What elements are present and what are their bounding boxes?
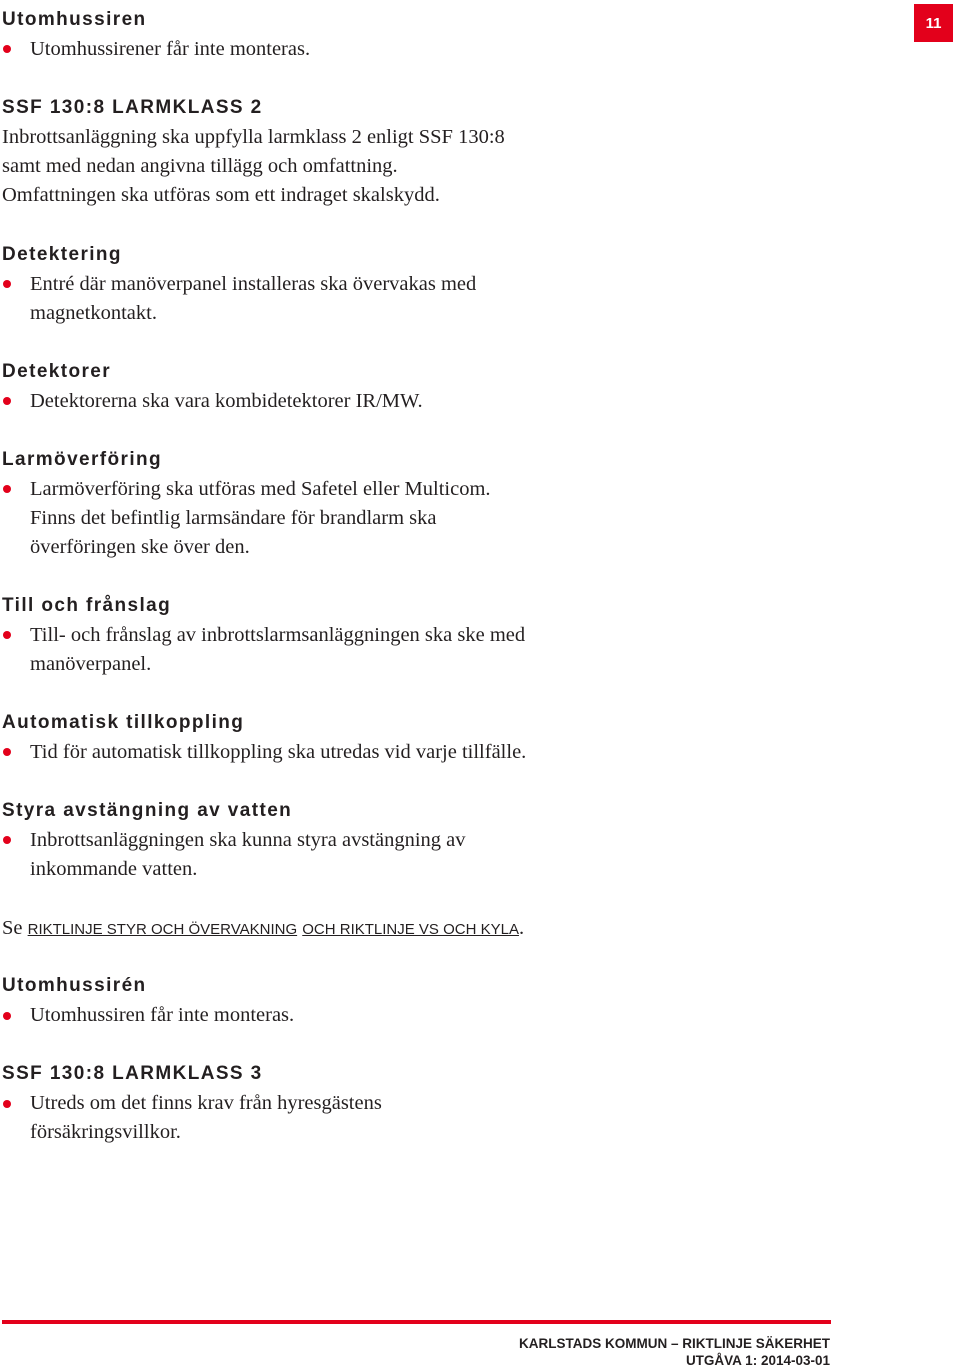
- section-heading-automatisk-tillkoppling: Automatisk tillkoppling: [2, 712, 245, 733]
- paragraph-line: samt med nedan angivna tillägg och omfattning.: [2, 155, 398, 177]
- section-heading-utomhussiren: Utomhussiren: [2, 9, 147, 30]
- bullet-icon: [3, 280, 11, 288]
- footer-divider: [2, 1320, 831, 1324]
- bullet-icon: [3, 397, 11, 405]
- page-number-badge: 11: [914, 4, 953, 42]
- bullet-text-continuation: magnetkontakt.: [30, 302, 157, 324]
- bullet-text: Till- och frånslag av inbrottslarmsanläggningen ska ske med: [30, 624, 526, 646]
- bullet-icon: [3, 836, 11, 844]
- bullet-text-continuation: Finns det befintlig larmsändare för brandlarm ska: [30, 507, 437, 529]
- bullet-text: Utomhussirener får inte monteras.: [30, 38, 311, 60]
- bullet-icon: [3, 45, 11, 53]
- section-heading-till-och-franslag: Till och frånslag: [2, 595, 172, 616]
- link-riktlinje-vs-kyla[interactable]: OCH RIKTLINJE VS OCH KYLA: [302, 921, 519, 938]
- bullet-text: Inbrottsanläggningen ska kunna styra avstängning av: [30, 829, 466, 851]
- bullet-text: Detektorerna ska vara kombidetektorer IR/MW.: [30, 390, 423, 412]
- bullet-text: Entré där manöverpanel installeras ska övervakas med: [30, 273, 477, 295]
- bullet-icon: [3, 1100, 11, 1108]
- bullet-icon: [3, 631, 11, 639]
- section-heading-larmoverforing: Larmöverföring: [2, 449, 163, 470]
- reference-line: [2, 914, 524, 944]
- bullet-text-continuation: inkommande vatten.: [30, 858, 198, 880]
- bullet-text-continuation: manöverpanel.: [30, 653, 152, 675]
- paragraph-line: Omfattningen ska utföras som ett indraget skalskydd.: [2, 184, 440, 206]
- section-heading-detektorer: Detektorer: [2, 361, 112, 382]
- footer-title: KARLSTADS KOMMUN – RIKTLINJE SÄKERHET: [518, 1336, 830, 1351]
- footer-edition: UTGÅVA 1: 2014-03-01: [685, 1353, 830, 1368]
- section-heading-larmklass-3: SSF 130:8 LARMKLASS 3: [2, 1063, 263, 1084]
- link-riktlinje-styr[interactable]: RIKTLINJE STYR OCH ÖVERVAKNING: [27, 921, 298, 938]
- section-heading-styra-avstangning: Styra avstängning av vatten: [2, 800, 293, 821]
- bullet-icon: [3, 485, 11, 493]
- bullet-text: Utreds om det finns krav från hyresgästens: [30, 1092, 382, 1114]
- bullet-text-continuation: försäkringsvillkor.: [30, 1121, 181, 1143]
- reference-prefix: Se: [2, 917, 23, 939]
- bullet-icon: [3, 1012, 11, 1020]
- bullet-text: Utomhussiren får inte monteras.: [30, 1004, 295, 1026]
- section-heading-larmklass-2: SSF 130:8 LARMKLASS 2: [2, 97, 263, 118]
- section-heading-utomhussiren-2: Utomhussirén: [2, 975, 147, 996]
- bullet-text-continuation: överföringen ske över den.: [30, 536, 250, 558]
- bullet-text: Tid för automatisk tillkoppling ska utredas vid varje tillfälle.: [30, 741, 527, 763]
- bullet-text: Larmöverföring ska utföras med Safetel eller Multicom.: [30, 478, 491, 500]
- paragraph-line: Inbrottsanläggning ska uppfylla larmklass 2 enligt SSF 130:8: [2, 126, 505, 148]
- section-heading-detektering: Detektering: [2, 244, 122, 265]
- bullet-icon: [3, 748, 11, 756]
- reference-suffix: .: [518, 917, 525, 939]
